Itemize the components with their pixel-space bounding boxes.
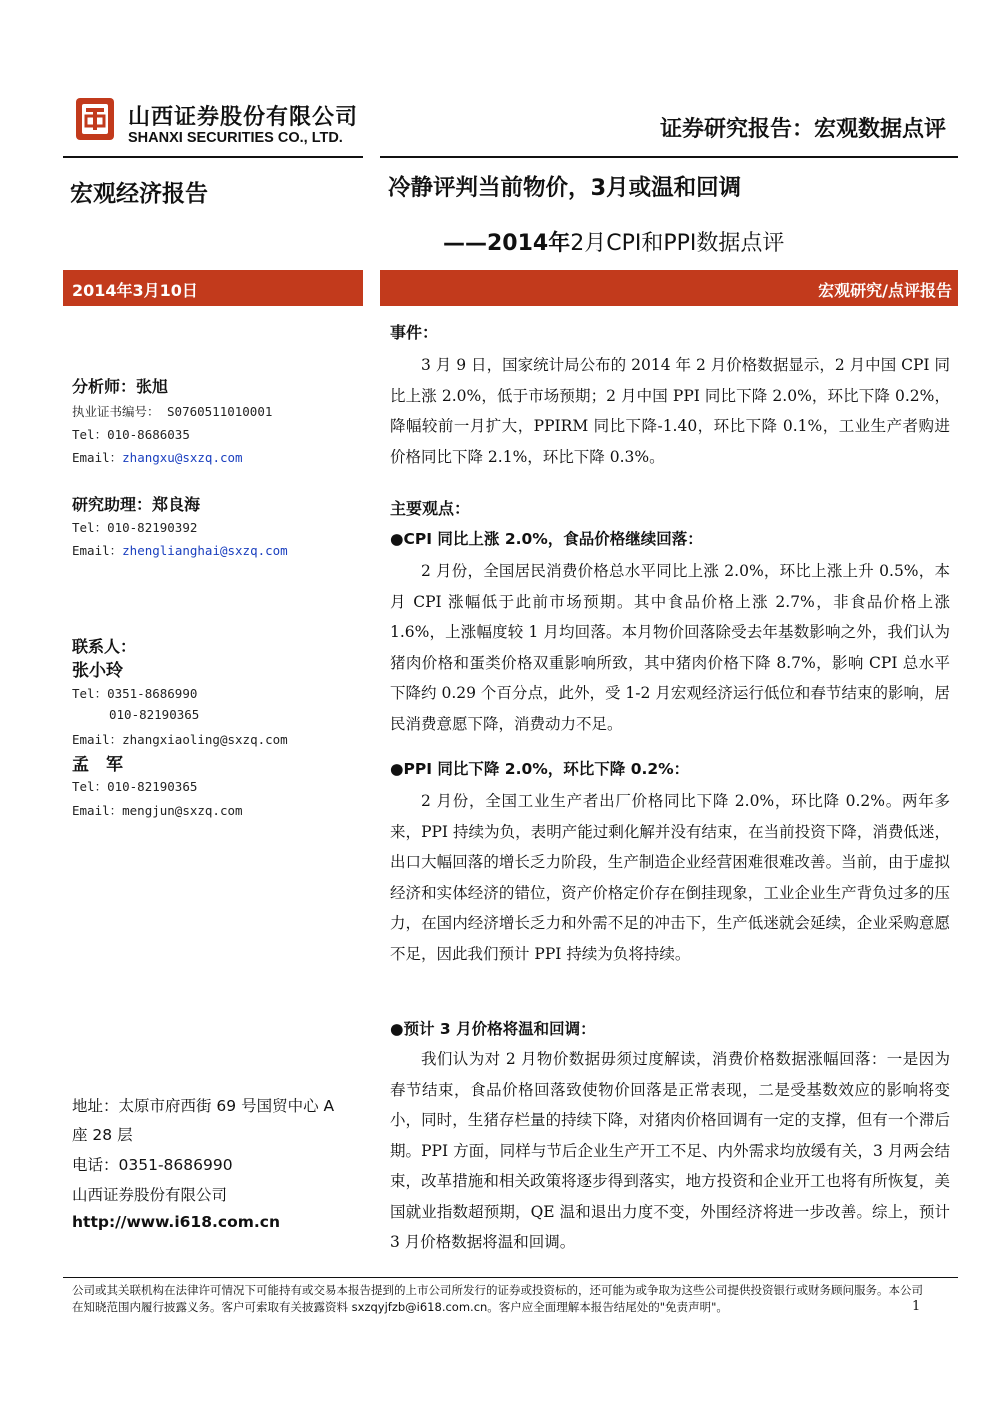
company-name-en: SHANXI SECURITIES CO., LTD. <box>128 130 343 146</box>
assistant-name: 研究助理：郑良海 <box>72 495 201 514</box>
page-number: 1 <box>912 1299 921 1314</box>
address-line1: 地址：太原市府西街 69 号国贸中心 A <box>72 1097 335 1115</box>
phone: 电话：0351-8686990 <box>72 1156 233 1174</box>
assistant-email-row: Email：zhenglianghai@sxzq.com <box>72 543 288 558</box>
report-title: 冷静评判当前物价，3月或温和回调 <box>388 175 742 201</box>
analyst-cert: 执业证书编号： S0760511010001 <box>72 404 273 419</box>
views-heading: 主要观点： <box>390 499 471 518</box>
bullet3-heading: ●预计 3 月价格将温和回调： <box>390 1020 596 1038</box>
report-subcategory: 宏观研究/点评报告 <box>818 281 952 300</box>
company-footer-name: 山西证券股份有限公司 <box>72 1186 228 1204</box>
company-logo-icon <box>72 96 118 142</box>
bullet1-heading: ●CPI 同比上涨 2.0%，食品价格继续回落： <box>390 530 703 548</box>
event-paragraph: 3 月 9 日，国家统计局公布的 2014 年 2 月价格数据显示，2 月中国 CPI 同比上涨 2.0%，低于市场预期；2 月中国 PPI 同比下降 2.0%，环比下降 0.2%，降幅较前一月扩大，PPIRM 同比下降-1.40，环比下降 0.1%，工业生产者购进价格同比下降 2.1%，环比下降 0.3%。 <box>390 356 950 466</box>
footer-disclaimer: 公司或其关联机构在法律许可情况下可能持有或交易本报告提到的上市公司所发行的证券或投资标的，还可能为或争取为这些公司提供投资银行或财务顾问服务。本公司在知晓范围内履行披露义务。客户可索取有关披露资料 sxzqyjfzb@i618.com.cn。客户应全面理解本报告结尾处的"免责声明"。 <box>72 1283 923 1314</box>
report-date: 2014年3月10日 <box>72 281 198 300</box>
contact1-tel2: 010-82190365 <box>109 707 200 722</box>
report-type: 证券研究报告：宏观数据点评 <box>659 117 946 142</box>
address-line2: 座 28 层 <box>72 1126 133 1144</box>
contact1-tel: Tel：0351-8686990 <box>72 686 198 701</box>
contact2-email[interactable]: Email：mengjun@sxzq.com <box>72 803 243 818</box>
contact1-name: 张小玲 <box>72 661 123 681</box>
assistant-tel: Tel：010-82190392 <box>72 520 198 535</box>
analyst-email-link[interactable]: zhangxu@sxzq.com <box>122 450 243 465</box>
report-subtitle: ——2014年2月CPI和PPI数据点评 <box>443 231 785 256</box>
contact2-name: 孟 军 <box>72 755 123 775</box>
analyst-email-row: Email：zhangxu@sxzq.com <box>72 450 243 465</box>
contact2-tel: Tel：010-82190365 <box>72 779 198 794</box>
bullet2-heading: ●PPI 同比下降 2.0%，环比下降 0.2%： <box>390 760 690 778</box>
analyst-name: 分析师：张旭 <box>72 377 169 396</box>
divider-right <box>380 156 958 158</box>
event-heading: 事件： <box>390 323 439 342</box>
bullet3-paragraph: 我们认为对 2 月物价数据毋须过度解读，消费价格数据涨幅回落：一是因为春节结束，食品价格回落致使物价回落是正常表现，二是受基数效应的影响将变小，同时，生猪存栏量的持续下降，对猪肉价格回调有一定的支撑，但有一个滞后期。PPI 方面，同样与节后企业生产开工不足、内外需求均放缓有关，3 月两会结束，改革措施和相关政策将逐步得到落实，地方投资和企业开工也将有所恢复，美国就业指数超预期，QE 温和退出力度不变，外围经济将进一步改善。综上，预计 3 月价格数据将温和回调。 <box>390 1050 950 1251</box>
analyst-tel: Tel：010-8686035 <box>72 427 190 442</box>
contact-label: 联系人： <box>72 637 137 656</box>
report-category-title: 宏观经济报告 <box>70 181 208 207</box>
website-link[interactable]: http://www.i618.com.cn <box>72 1213 280 1231</box>
bullet1-paragraph: 2 月份，全国居民消费价格总水平同比上涨 2.0%，环比上涨上升 0.5%，本月 CPI 涨幅低于此前市场预期。其中食品价格上涨 2.7%，非食品价格上涨 1.6%，上涨幅度较 1 月均回落。本月物价回落除受去年基数影响之外，我们认为猪肉价格和蛋类价格双重影响所致，其中猪肉价格下降 8.7%，影响 CPI 总水平下降约 0.29 个百分点，此外，受 1-2 月宏观经济运行低位和春节结束的影响，居民消费意愿下降，消费动力不足。 <box>390 562 950 733</box>
assistant-email-link[interactable]: zhenglianghai@sxzq.com <box>122 543 288 558</box>
divider-left <box>63 156 363 158</box>
footer-divider <box>63 1277 958 1278</box>
contact1-email[interactable]: Email：zhangxiaoling@sxzq.com <box>72 732 288 747</box>
bullet2-paragraph: 2 月份，全国工业生产者出厂价格同比下降 2.0%，环比降 0.2%。两年多来，PPI 持续为负，表明产能过剩化解并没有结束，在当前投资下降，消费低迷，出口大幅回落的增长乏力阶段，生产制造企业经营困难很难改善。当前，由于虚拟经济和实体经济的错位，资产价格定价存在倒挂现象，工业企业生产背负过多的压力，在国内经济增长乏力和外需不足的冲击下，生产低迷就会延续，企业采购意愿不足，因此我们预计 PPI 持续为负将持续。 <box>390 792 950 963</box>
company-name-cn: 山西证券股份有限公司 <box>128 105 359 130</box>
